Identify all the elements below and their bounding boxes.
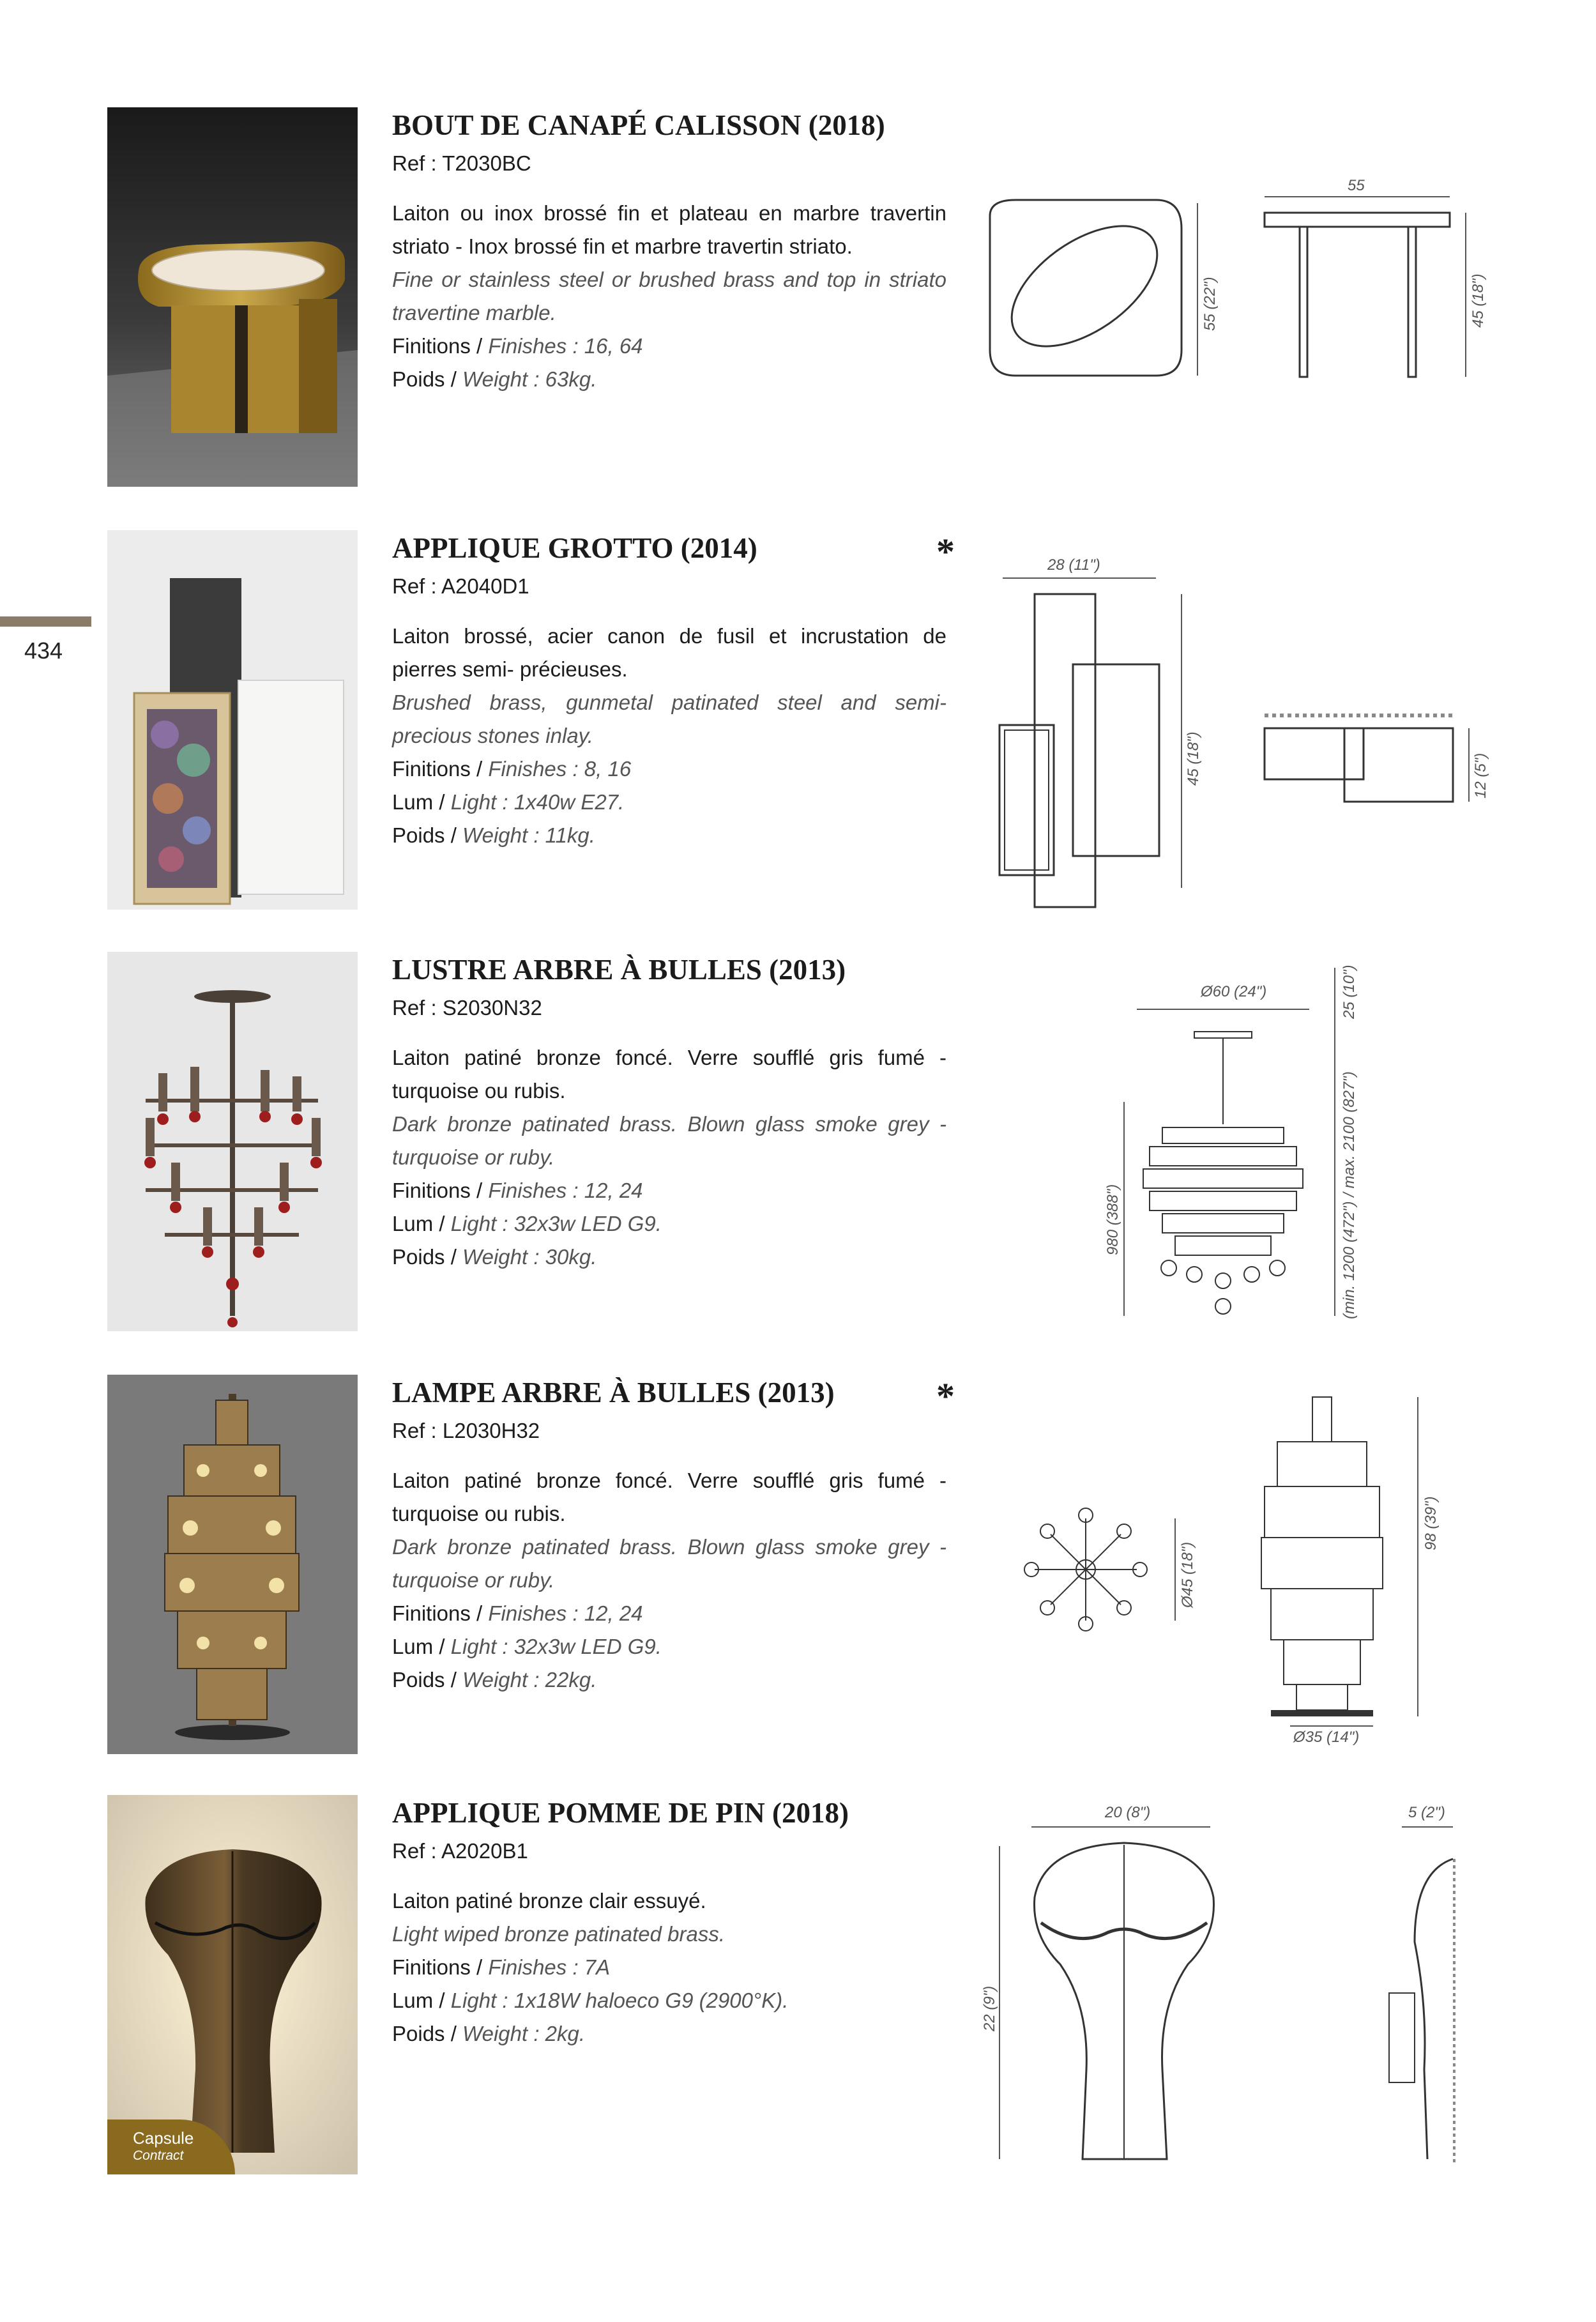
capsule-label: Capsule bbox=[133, 2128, 194, 2148]
capsule-sub-label: Contract bbox=[133, 2148, 184, 2163]
product-info bbox=[392, 530, 946, 852]
finishes-value: Finishes : 8, 16 bbox=[488, 757, 632, 781]
weight-value: Weight : 2kg. bbox=[462, 2022, 586, 2045]
dim-body: 980 (388") bbox=[1104, 1184, 1121, 1255]
light-value: Light : 32x3w LED G9. bbox=[450, 1212, 662, 1235]
chandelier-photo-image bbox=[107, 952, 358, 1331]
light-label: Lum / bbox=[392, 1635, 451, 1658]
technical-drawing bbox=[980, 1801, 1491, 2178]
finishes-label: Finitions / bbox=[392, 757, 489, 781]
dim-top: Ø45 (18") bbox=[1179, 1541, 1196, 1608]
description-fr: Laiton brossé, acier canon de fusil et incrustation de pierres semi- précieuses. bbox=[392, 624, 946, 681]
light-line bbox=[392, 1207, 946, 1241]
finishes-line bbox=[392, 1174, 946, 1207]
dim-width: 20 (8") bbox=[1105, 1804, 1151, 1821]
finishes-line bbox=[392, 330, 946, 363]
finishes-value: Finishes : 7A bbox=[488, 1955, 611, 1979]
product-lampe bbox=[0, 1375, 1596, 1758]
product-title: LUSTRE ARBRE À BULLES (2013) bbox=[392, 954, 846, 986]
finishes-label: Finitions / bbox=[392, 1955, 489, 1979]
weight-value: Weight : 11kg. bbox=[462, 823, 595, 847]
dim-base: Ø35 (14") bbox=[1293, 1729, 1360, 1746]
light-label: Lum / bbox=[392, 1212, 451, 1235]
grotto-drawing bbox=[984, 556, 1501, 901]
weight-label: Poids / bbox=[392, 2022, 463, 2045]
weight-label: Poids / bbox=[392, 1245, 463, 1269]
product-ref: Ref : L2030H32 bbox=[392, 1419, 540, 1442]
product-photo bbox=[107, 952, 358, 1331]
dim-width: 28 (11") bbox=[1047, 556, 1100, 574]
finishes-line bbox=[392, 752, 946, 786]
product-title: APPLIQUE POMME DE PIN (2018) bbox=[392, 1797, 849, 1829]
description-en: Fine or stainless steel or brushed brass and top in striato travertine marble. bbox=[392, 268, 946, 325]
product-pomme-de-pin bbox=[0, 1795, 1596, 2178]
description-en: Light wiped bronze patinated brass. bbox=[392, 1922, 726, 1946]
weight-line bbox=[392, 363, 946, 396]
dim-drop: (min. 1200 (472") / max. 2100 (827") bbox=[1341, 1071, 1358, 1319]
product-title: APPLIQUE GROTTO (2014) bbox=[392, 532, 757, 564]
product-info bbox=[392, 107, 946, 396]
product-title: LAMPE ARBRE À BULLES (2013) bbox=[392, 1377, 835, 1409]
weight-value: Weight : 22kg. bbox=[462, 1668, 597, 1692]
weight-line bbox=[392, 2017, 946, 2051]
description-fr: Laiton patiné bronze foncé. Verre soufflé gris fumé - turquoise ou rubis. bbox=[392, 1469, 946, 1525]
lustre-drawing bbox=[1098, 955, 1392, 1325]
weight-value: Weight : 30kg. bbox=[462, 1245, 597, 1269]
product-info bbox=[392, 1375, 946, 1697]
calisson-drawing bbox=[977, 177, 1494, 510]
product-ref: Ref : S2030N32 bbox=[392, 996, 542, 1020]
product-photo bbox=[107, 1375, 358, 1754]
product-grotto bbox=[0, 530, 1596, 920]
product-info bbox=[392, 952, 946, 1274]
description-fr: Laiton patiné bronze clair essuyé. bbox=[392, 1889, 706, 1913]
product-photo bbox=[107, 1795, 358, 2174]
dim-height: 98 (39") bbox=[1422, 1496, 1440, 1550]
product-calisson bbox=[0, 107, 1596, 491]
finishes-label: Finitions / bbox=[392, 334, 489, 358]
description-fr: Laiton patiné bronze foncé. Verre soufflé gris fumé - turquoise ou rubis. bbox=[392, 1046, 946, 1103]
finishes-label: Finitions / bbox=[392, 1179, 489, 1202]
product-info bbox=[392, 1795, 946, 2051]
weight-line bbox=[392, 819, 946, 852]
description-en: Dark bronze patinated brass. Blown glass smoke grey - turquoise or ruby. bbox=[392, 1535, 946, 1592]
dim-diameter: Ø60 (24") bbox=[1201, 983, 1267, 1000]
product-title: BOUT DE CANAPÉ CALISSON (2018) bbox=[392, 109, 885, 141]
finishes-value: Finishes : 12, 24 bbox=[488, 1179, 643, 1202]
description-fr: Laiton ou inox brossé fin et plateau en marbre travertin striato - Inox brossé fin et marbre travertin striato. bbox=[392, 201, 946, 258]
product-ref: Ref : A2040D1 bbox=[392, 574, 529, 598]
technical-drawing bbox=[984, 556, 1501, 901]
dim-depth: 55 (22") bbox=[1201, 277, 1219, 331]
light-line bbox=[392, 1630, 946, 1663]
finishes-line bbox=[392, 1597, 946, 1630]
light-value: Light : 1x18W haloeco G9 (2900°K). bbox=[450, 1989, 789, 2012]
description-en: Brushed brass, gunmetal patinated steel and semi-precious stones inlay. bbox=[392, 691, 946, 747]
product-ref: Ref : T2030BC bbox=[392, 151, 531, 175]
technical-drawing bbox=[1098, 955, 1392, 1325]
dim-height: 22 (9") bbox=[981, 1985, 998, 2031]
star-mark: * bbox=[936, 531, 955, 572]
weight-label: Poids / bbox=[392, 1668, 463, 1692]
light-value: Light : 1x40w E27. bbox=[450, 790, 625, 814]
light-line bbox=[392, 1984, 946, 2017]
light-label: Lum / bbox=[392, 790, 451, 814]
page-number: 434 bbox=[24, 638, 63, 664]
product-lustre bbox=[0, 952, 1596, 1335]
dim-depth: 12 (5") bbox=[1472, 752, 1489, 798]
weight-label: Poids / bbox=[392, 823, 463, 847]
product-photo bbox=[107, 530, 358, 910]
finishes-value: Finishes : 16, 64 bbox=[488, 334, 643, 358]
dim-width: 55 bbox=[1348, 177, 1365, 194]
weight-label: Poids / bbox=[392, 367, 463, 391]
lampe-drawing bbox=[1009, 1384, 1469, 1746]
dim-depth: 5 (2") bbox=[1408, 1804, 1445, 1821]
light-value: Light : 32x3w LED G9. bbox=[450, 1635, 662, 1658]
weight-value: Weight : 63kg. bbox=[462, 367, 597, 391]
finishes-label: Finitions / bbox=[392, 1601, 489, 1625]
pinecone-photo-image bbox=[107, 1795, 358, 2174]
light-label: Lum / bbox=[392, 1989, 451, 2012]
lamp-photo-image bbox=[107, 1375, 358, 1754]
product-ref: Ref : A2020B1 bbox=[392, 1839, 528, 1863]
pomme-drawing bbox=[980, 1801, 1491, 2178]
finishes-line bbox=[392, 1951, 946, 1984]
dim-height: 45 (18") bbox=[1185, 731, 1202, 786]
table-photo-image bbox=[107, 107, 358, 487]
finishes-value: Finishes : 12, 24 bbox=[488, 1601, 643, 1625]
weight-line bbox=[392, 1241, 946, 1274]
description-en: Dark bronze patinated brass. Blown glass smoke grey - turquoise or ruby. bbox=[392, 1112, 946, 1169]
dim-canopy: 25 (10") bbox=[1341, 965, 1358, 1019]
technical-drawing bbox=[977, 177, 1494, 510]
product-photo bbox=[107, 107, 358, 487]
dim-height: 45 (18") bbox=[1470, 273, 1487, 328]
sconce-photo-image bbox=[107, 530, 358, 910]
weight-line bbox=[392, 1663, 946, 1697]
star-mark: * bbox=[936, 1375, 955, 1417]
technical-drawing bbox=[1009, 1384, 1469, 1746]
light-line bbox=[392, 786, 946, 819]
